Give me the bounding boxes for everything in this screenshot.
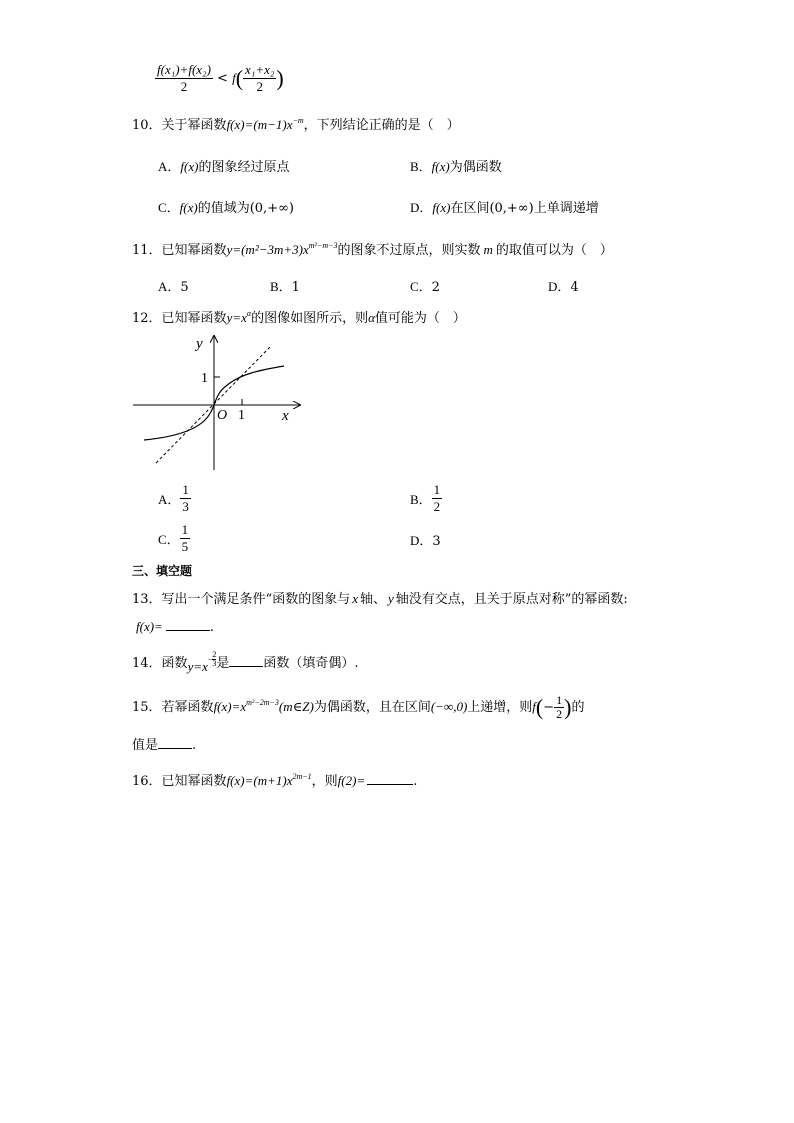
q12-option-d[interactable]: D．3 [410,533,441,549]
graph-origin-label: O [217,408,228,423]
q11-option-b[interactable]: B．1 [270,279,300,295]
q13-stem: 13．写出一个满足条件“函数的图象与 x 轴、 y 轴没有交点，且关于原点对称”的幂函数: [132,591,628,607]
graph-x-tick-label: 1 [238,408,245,423]
q12-option-b[interactable]: B． $\frac{1}{2}$ [410,482,441,514]
q12-option-a[interactable]: A． $\frac{1}{3}$ [158,482,189,514]
q14-stem: 14．函数y=x− $\frac{2}{3}$ 是 函数（填奇偶）. [132,649,359,674]
q13-answer-line: f(x)= . [136,619,214,635]
q16-stem: 16．已知幂函数$f(x)=(m+1)x^{2m-1}$，则f(2)= . [132,772,418,789]
q13-answer-blank[interactable] [166,629,210,631]
q15-stem: 15．若幂函数$f(x)=x^{m^2-2m-3}(m\in Z)$为偶函数，且在区间(−∞,0)上递增，则f(− $\frac{1}{2}$ )的 [132,693,585,721]
q9-rhs-fraction: $\frac{\text{x₁+x₂}}{2}$ [245,62,275,94]
q10-option-a[interactable]: A．f(x)的图象经过原点 [158,159,290,175]
q9-lhs-fraction: $\frac{\text{f(x₁)+f(x₂)}}{2}$ [157,62,211,94]
q12-graph [130,330,305,475]
q11-option-d[interactable]: D．4 [548,279,579,295]
q9-inequality: $\frac{\text{f(x₁)+f(x₂)}}{2}$ < f( $\frac{\text{x₁+x₂}}{2}$ ) [157,62,284,94]
q11-stem: 11．已知幂函数$y=(m^2-3m+3)x^{m^2-m-3}$的图象不过原点，则实数 m 的取值可以为（ ） [132,241,613,258]
q11-option-a[interactable]: A．5 [158,279,189,295]
q11-option-c[interactable]: C．2 [410,279,440,295]
q12-option-c[interactable]: C． $\frac{1}{5}$ [158,522,189,554]
q10-option-d[interactable]: D．f(x)在区间(0,+∞)上单调递增 [410,200,599,216]
q15-answer-line: 值是 . [132,738,197,753]
q15-answer-blank[interactable] [158,747,192,749]
graph-y-tick-label: 1 [201,371,208,386]
q10-option-c[interactable]: C．f(x)的值域为(0,+∞) [158,200,294,216]
q12-stem: 12．已知幂函数$y=x^\alpha$的图像如图所示，则α值可能为（ ） [132,309,466,326]
q10-option-b[interactable]: B．f(x)为偶函数 [410,159,502,175]
q15-argument-fraction: $\frac{1}{2}$ [556,693,563,721]
graph-y-label: y [196,336,203,352]
q14-exponent: − $\frac{2}{3}$ [207,649,217,668]
q16-answer-blank[interactable] [367,783,413,785]
section-fill-in-blank-title: 三、填空题 [132,564,193,578]
graph-x-label: x [282,408,289,424]
q10-stem: 10．关于幂函数$f(x)=(m-1)x^{-m}$，下列结论正确的是（ ） [132,116,460,133]
q14-answer-blank[interactable] [229,665,263,667]
